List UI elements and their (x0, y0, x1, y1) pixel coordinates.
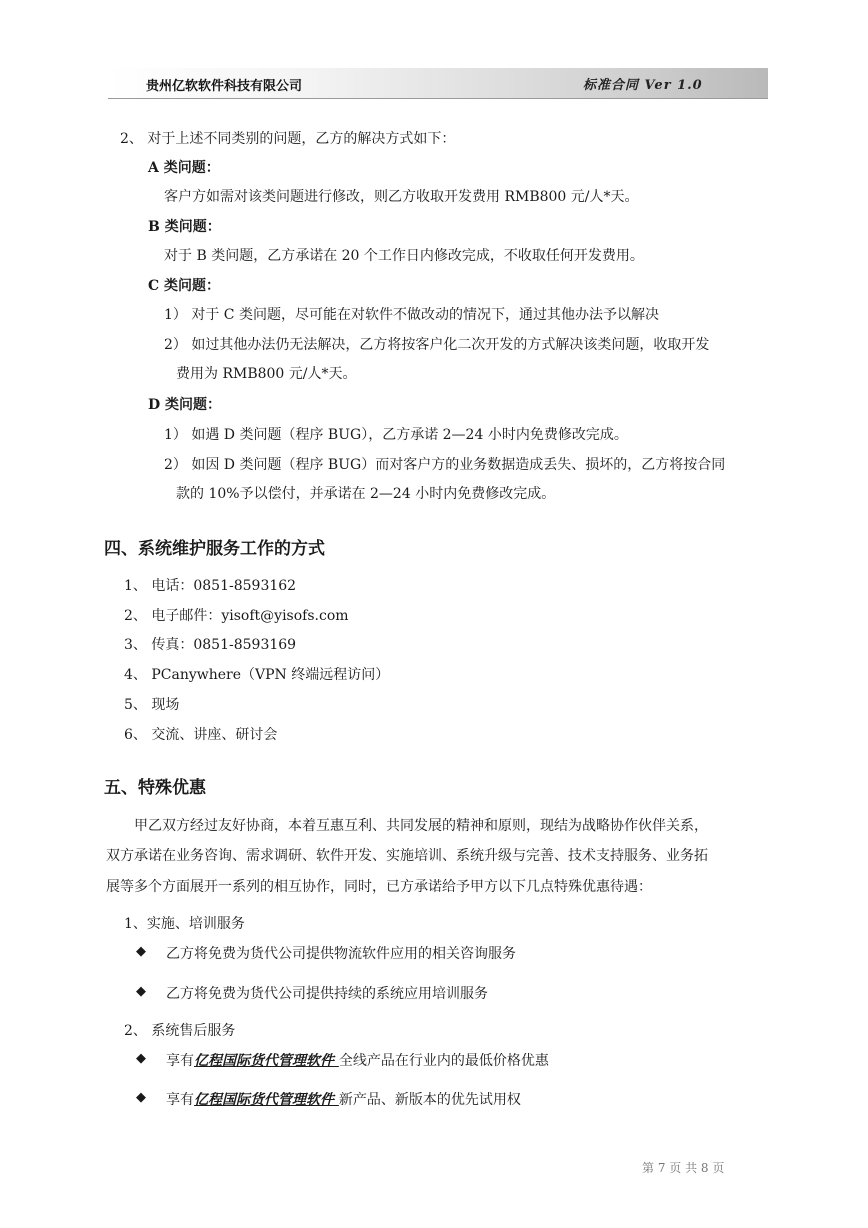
c-title: C 类问题： (148, 278, 221, 294)
sub2-bullet-1-text: 全线产品在行业内的最低价格优惠 (338, 1053, 549, 1069)
a-text: 客户方如需对该类问题进行修改，则乙方收取开发费用 RMB800 元/人*天。 (164, 189, 639, 205)
product-name-emphasis: 亿程国际货代管理软件 (194, 1053, 339, 1069)
section5-para-line1: 甲乙双方经过友好协商，本着互惠互利、共同发展的精神和原则，现结为战略协作伙伴关系， (134, 818, 708, 834)
section5-title: 五、特殊优惠 (104, 778, 206, 798)
resolution-intro: 2、 对于上述不同类别的问题，乙方的解决方式如下： (120, 131, 456, 147)
page-number: 第 7 页 共 8 页 (642, 1161, 725, 1175)
sub2-bullet-1 (166, 1050, 549, 1070)
sub1-title: 1、实施、培训服务 (124, 916, 245, 932)
sub2-bullet-2-prefix: 享有 (166, 1092, 194, 1108)
contact-onsite: 5、 现场 (124, 697, 180, 713)
a-title: A 类问题： (148, 160, 220, 176)
contact-seminar: 6、 交流、讲座、研讨会 (124, 727, 278, 743)
section4-title: 四、系统维护服务工作的方式 (104, 539, 325, 559)
sub2-bullet-2 (166, 1089, 521, 1109)
diamond-bullet-icon: ◆ (136, 944, 146, 959)
d-item-2-line2: 款的 10%予以偿付，并承诺在 2—24 小时内免费修改完成。 (176, 486, 556, 502)
c-item-2-line2: 费用为 RMB800 元/人*天。 (176, 366, 357, 382)
b-text: 对于 B 类问题，乙方承诺在 20 个工作日内修改完成，不收取任何开发费用。 (164, 248, 644, 264)
d-item-2-line1: 2） 如因 D 类问题（程序 BUG）而对客户方的业务数据造成丢失、损坏的，乙方将按合同 (164, 457, 726, 473)
sub1-bullet-2: 乙方将免费为货代公司提供持续的系统应用培训服务 (166, 986, 488, 1002)
c-item-2-line1: 2） 如过其他办法仍无法解决，乙方将按客户化二次开发的方式解决该类问题，收取开发 (164, 337, 710, 353)
contact-fax: 3、 传真：0851-8593169 (124, 637, 297, 653)
sub2-bullet-1-prefix: 享有 (166, 1053, 194, 1069)
contact-remote: 4、 PCanywhere（VPN 终端远程访问） (124, 667, 390, 683)
company-name: 贵州亿软软件科技有限公司 (146, 79, 303, 94)
version-label: 标准合同 Ver 1.0 (583, 78, 703, 93)
section5-para-line3: 展等多个方面展开一系列的相互协作，同时，已方承诺给予甲方以下几点特殊优惠待遇： (106, 879, 652, 895)
diamond-bullet-icon: ◆ (136, 984, 146, 999)
section5-para-line2: 双方承诺在业务咨询、需求调研、软件开发、实施培训、系统升级与完善、技术支持服务、业务拓 (106, 848, 708, 864)
d-title: D 类问题： (148, 397, 222, 413)
diamond-bullet-icon: ◆ (136, 1051, 146, 1066)
product-name-emphasis: 亿程国际货代管理软件 (194, 1092, 339, 1108)
sub2-bullet-2-text: 新产品、新版本的优先试用权 (338, 1092, 521, 1108)
contact-email: 2、 电子邮件：yisoft@yisofs.com (124, 608, 349, 624)
diamond-bullet-icon: ◆ (136, 1090, 146, 1105)
c-item-1: 1） 对于 C 类问题，尽可能在对软件不做改动的情况下，通过其他办法予以解决 (164, 307, 659, 323)
b-title: B 类问题： (148, 219, 221, 235)
sub1-bullet-1: 乙方将免费为货代公司提供物流软件应用的相关咨询服务 (166, 946, 516, 962)
sub2-title: 2、 系统售后服务 (124, 1023, 236, 1039)
contact-phone: 1、 电话：0851-8593162 (124, 578, 297, 594)
d-item-1: 1） 如遇 D 类问题（程序 BUG），乙方承诺 2—24 小时内免费修改完成。 (164, 427, 628, 443)
